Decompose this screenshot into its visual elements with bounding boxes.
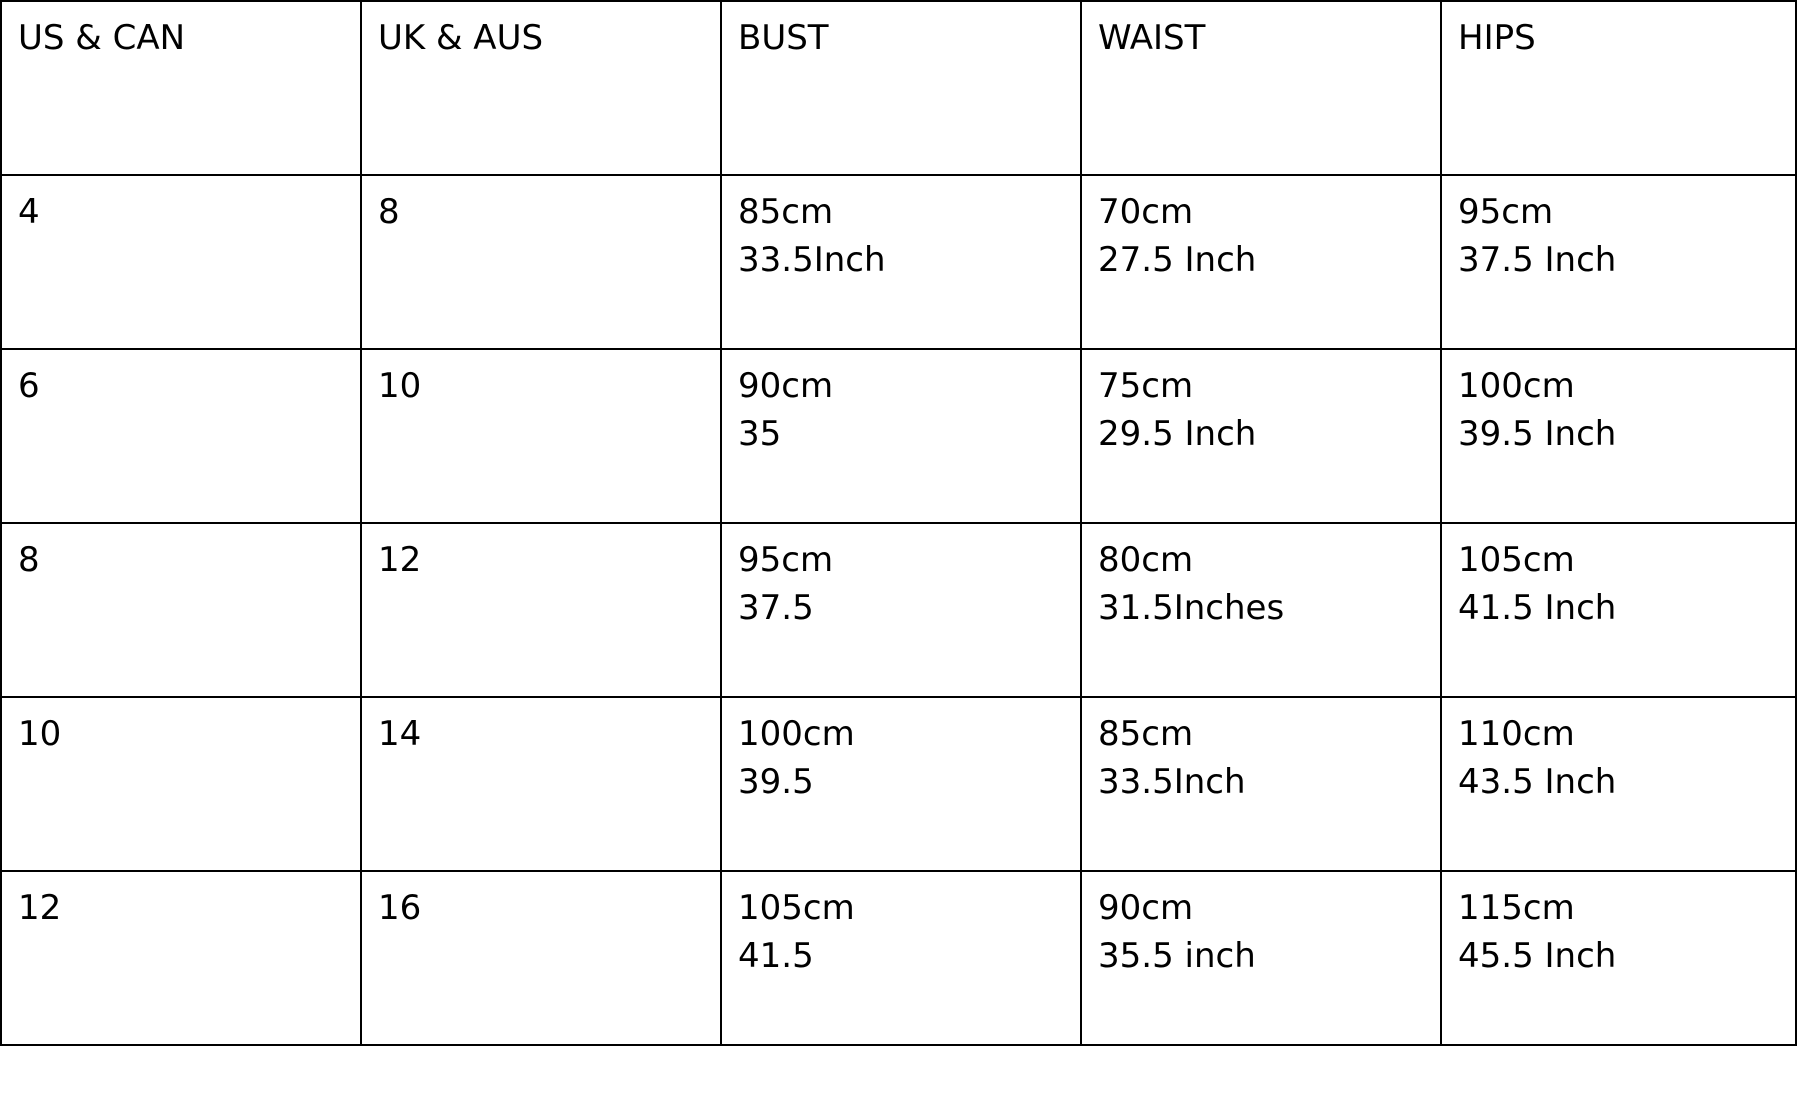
cell-line-inch: 41.5 — [738, 936, 814, 977]
cell-bust — [721, 871, 1081, 1045]
cell-line-cm: 90cm — [738, 366, 834, 406]
cell-line-cm: 90cm — [1098, 888, 1194, 928]
cell-us-can — [1, 175, 361, 349]
cell-hips — [1441, 523, 1796, 697]
cell-hips — [1441, 175, 1796, 349]
cell-line-inch: 31.5Inches — [1098, 588, 1285, 629]
column-header-bust: BUST — [721, 1, 1081, 175]
cell-us-can — [1, 697, 361, 871]
table-row — [1, 175, 1796, 349]
cell-line-cm: 100cm — [738, 714, 855, 754]
cell-uk-aus — [361, 697, 721, 871]
cell-bust — [721, 175, 1081, 349]
cell-line-cm: 70cm — [1098, 192, 1194, 232]
cell-line-inch: 35 — [738, 414, 782, 455]
table-row — [1, 697, 1796, 871]
cell-line-cm: 85cm — [738, 192, 834, 232]
cell-line: 12 — [378, 540, 422, 580]
cell-line: 10 — [378, 366, 422, 406]
column-header-uk-aus: UK & AUS — [361, 1, 721, 175]
cell-line-inch: 37.5 Inch — [1458, 240, 1617, 281]
column-header-hips: HIPS — [1441, 1, 1796, 175]
cell-us-can — [1, 349, 361, 523]
cell-uk-aus — [361, 349, 721, 523]
cell-line-cm: 95cm — [738, 540, 834, 580]
cell-line-inch: 45.5 Inch — [1458, 936, 1617, 977]
cell-line-inch: 39.5 — [738, 762, 814, 803]
table-row — [1, 523, 1796, 697]
cell-line: 12 — [18, 888, 62, 928]
cell-line-cm: 105cm — [738, 888, 855, 928]
cell-hips — [1441, 871, 1796, 1045]
cell-line-cm: 115cm — [1458, 888, 1575, 928]
cell-line-inch: 35.5 inch — [1098, 936, 1256, 977]
table-header-row — [1, 1, 1796, 175]
cell-hips — [1441, 349, 1796, 523]
cell-uk-aus — [361, 175, 721, 349]
cell-line-cm: 75cm — [1098, 366, 1194, 406]
cell-bust — [721, 349, 1081, 523]
cell-waist — [1081, 871, 1441, 1045]
cell-waist — [1081, 523, 1441, 697]
table-row — [1, 871, 1796, 1045]
cell-hips — [1441, 697, 1796, 871]
cell-line-cm: 100cm — [1458, 366, 1575, 406]
cell-line: 4 — [18, 192, 40, 232]
cell-waist — [1081, 175, 1441, 349]
cell-us-can — [1, 523, 361, 697]
table-body — [1, 175, 1796, 1045]
cell-line: 14 — [378, 714, 422, 754]
cell-line-inch: 39.5 Inch — [1458, 414, 1617, 455]
cell-bust — [721, 523, 1081, 697]
cell-waist — [1081, 697, 1441, 871]
column-header-us-can: US & CAN — [1, 1, 361, 175]
cell-line-cm: 80cm — [1098, 540, 1194, 580]
cell-waist — [1081, 349, 1441, 523]
cell-line-cm: 105cm — [1458, 540, 1575, 580]
cell-line: 16 — [378, 888, 422, 928]
cell-line-inch: 33.5Inch — [1098, 762, 1246, 803]
cell-line: 8 — [378, 192, 400, 232]
cell-line: 10 — [18, 714, 62, 754]
table-row — [1, 349, 1796, 523]
cell-uk-aus — [361, 523, 721, 697]
cell-line-inch: 43.5 Inch — [1458, 762, 1617, 803]
cell-line-cm: 85cm — [1098, 714, 1194, 754]
cell-line-inch: 41.5 Inch — [1458, 588, 1617, 629]
cell-line: 8 — [18, 540, 40, 580]
column-header-waist: WAIST — [1081, 1, 1441, 175]
cell-us-can — [1, 871, 361, 1045]
cell-line-inch: 33.5Inch — [738, 240, 886, 281]
cell-line-inch: 37.5 — [738, 588, 814, 629]
cell-uk-aus — [361, 871, 721, 1045]
cell-line-inch: 29.5 Inch — [1098, 414, 1257, 455]
cell-bust — [721, 697, 1081, 871]
cell-line-cm: 110cm — [1458, 714, 1575, 754]
cell-line-cm: 95cm — [1458, 192, 1554, 232]
cell-line-inch: 27.5 Inch — [1098, 240, 1257, 281]
cell-line: 6 — [18, 366, 40, 406]
